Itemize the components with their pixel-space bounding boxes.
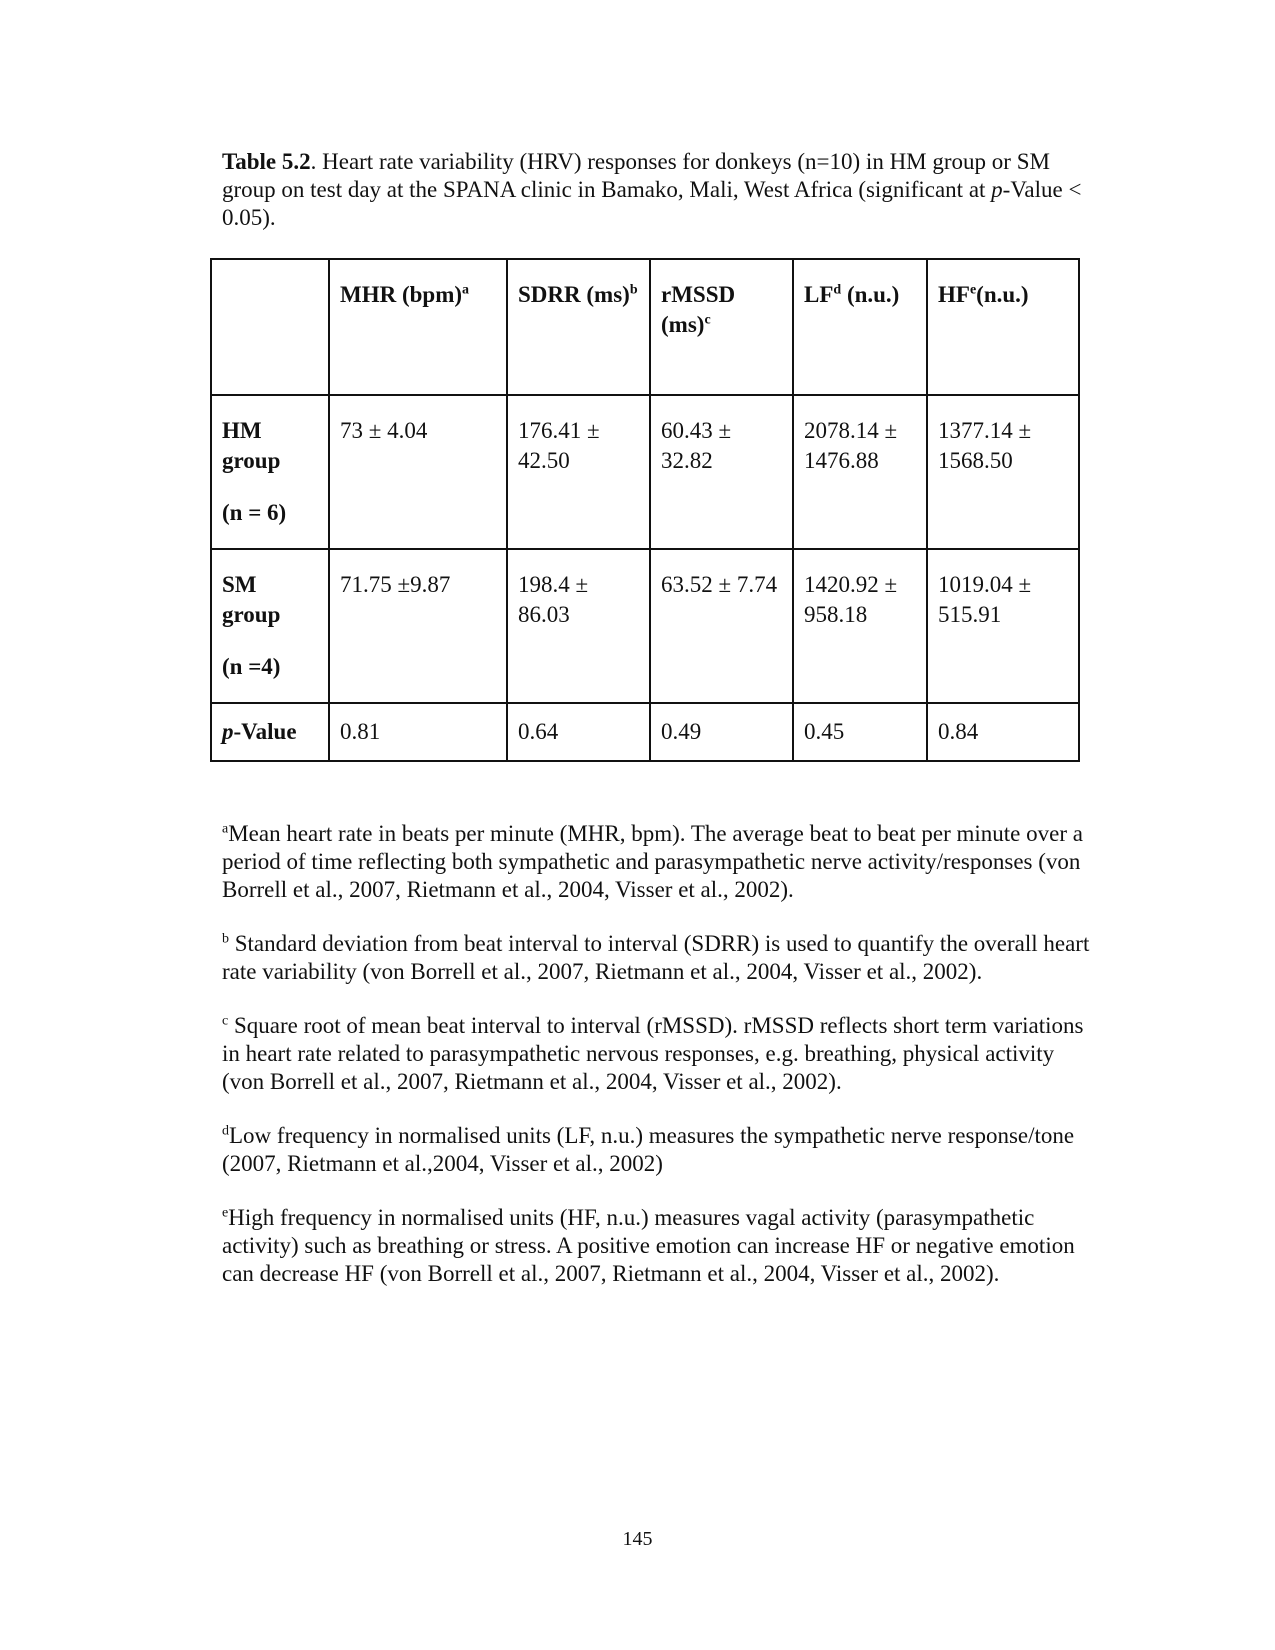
cell-sm-hf: 1019.04 ± 515.91 (927, 549, 1079, 703)
row-label-sm: SM group (n =4) (211, 549, 329, 703)
cell-sm-sdrr: 198.4 ± 86.03 (507, 549, 650, 703)
footnote-a: $^a$Mean heart rate in beats per minute (MHR, bpm). The average beat to beat per minute over a period of time reflecting both sympathetic and parasympathetic nerve activity/responses (von Borrell et al., 2007, Rietmann et al., 2004, Visser et al., 2002). (222, 821, 1083, 902)
table-label: Table 5.2 (222, 149, 311, 174)
page-number: 145 (622, 1528, 653, 1550)
cell-p-rmssd: 0.49 (650, 703, 793, 761)
cell-p-mhr: 0.81 (329, 703, 507, 761)
header-rmssd: rMSSD (ms)$^c$ (650, 259, 793, 395)
footnote-d: $^d$Low frequency in normalised units (LF, n.u.) measures the sympathetic nerve response/tone (2007, Rietmann et al.,2004, Visser et al., 2002) (222, 1123, 1075, 1176)
cell-hm-rmssd: 60.43 ± 32.82 (650, 395, 793, 549)
footnotes (222, 820, 1102, 1314)
cell-hm-lf: 2078.14 ± 1476.88 (793, 395, 927, 549)
cell-hm-sdrr: 176.41 ± 42.50 (507, 395, 650, 549)
cell-p-hf: 0.84 (927, 703, 1079, 761)
footnote-c: $^c$ Square root of mean beat interval to interval (rMSSD). rMSSD reflects short term variations in heart rate related to parasympathetic nervous responses, e.g. breathing, physical activity (von Borrell et al., 2007, Rietmann et al., 2004, Visser et al., 2002). (222, 1013, 1084, 1094)
table-row-hm (211, 395, 1079, 549)
table-row-sm (211, 549, 1079, 703)
cell-p-lf: 0.45 (793, 703, 927, 761)
cell-sm-mhr: 71.75 ±9.87 (329, 549, 507, 703)
table-caption (222, 148, 1102, 232)
footnote-e: $^e$High frequency in normalised units (HF, n.u.) measures vagal activity (parasympathetic activity) such as breathing or stress. A positive emotion can increase HF or negative emotion can decrease HF (von Borrell et al., 2007, Rietmann et al., 2004, Visser et al., 2002). (222, 1205, 1075, 1286)
cell-p-sdrr: 0.64 (507, 703, 650, 761)
cell-sm-lf: 1420.92 ± 958.18 (793, 549, 927, 703)
cell-hm-mhr: 73 ± 4.04 (329, 395, 507, 549)
row-n-hm: (n = 6) (222, 500, 287, 525)
row-label-pvalue: p-Value (211, 703, 329, 761)
header-hf: $HF^e(n.u.)$ (927, 259, 1079, 395)
row-label-hm: HM group (n = 6) (211, 395, 329, 549)
footnote-b: $^b$ Standard deviation from beat interval to interval (SDRR) is used to quantify the overall heart rate variability (von Borrell et al., 2007, Rietmann et al., 2004, Visser et al., 2002). (222, 931, 1090, 984)
caption-text-2: -Value < 0.05). (222, 177, 1082, 230)
caption-text-1: . Heart rate variability (HRV) responses for donkeys (n=10) in HM group or SM group on test day at the SPANA clinic in Bamako, Mali, West Africa (significant at (222, 149, 1050, 202)
cell-sm-rmssd: 63.52 ± 7.74 (650, 549, 793, 703)
table-header-row (211, 259, 1079, 395)
row-n-sm: (n =4) (222, 654, 281, 679)
hrv-table (210, 258, 1080, 762)
cell-hm-hf: 1377.14 ± 1568.50 (927, 395, 1079, 549)
caption-p-italic: p (991, 177, 1003, 202)
header-lf: $LF^d$ (n.u.) (793, 259, 927, 395)
header-empty-cell (211, 259, 329, 395)
header-sdrr: SDRR (ms)$^b$ (507, 259, 650, 395)
table-row-pvalue (211, 703, 1079, 761)
header-mhr: MHR (bpm)$^a$ (329, 259, 507, 395)
